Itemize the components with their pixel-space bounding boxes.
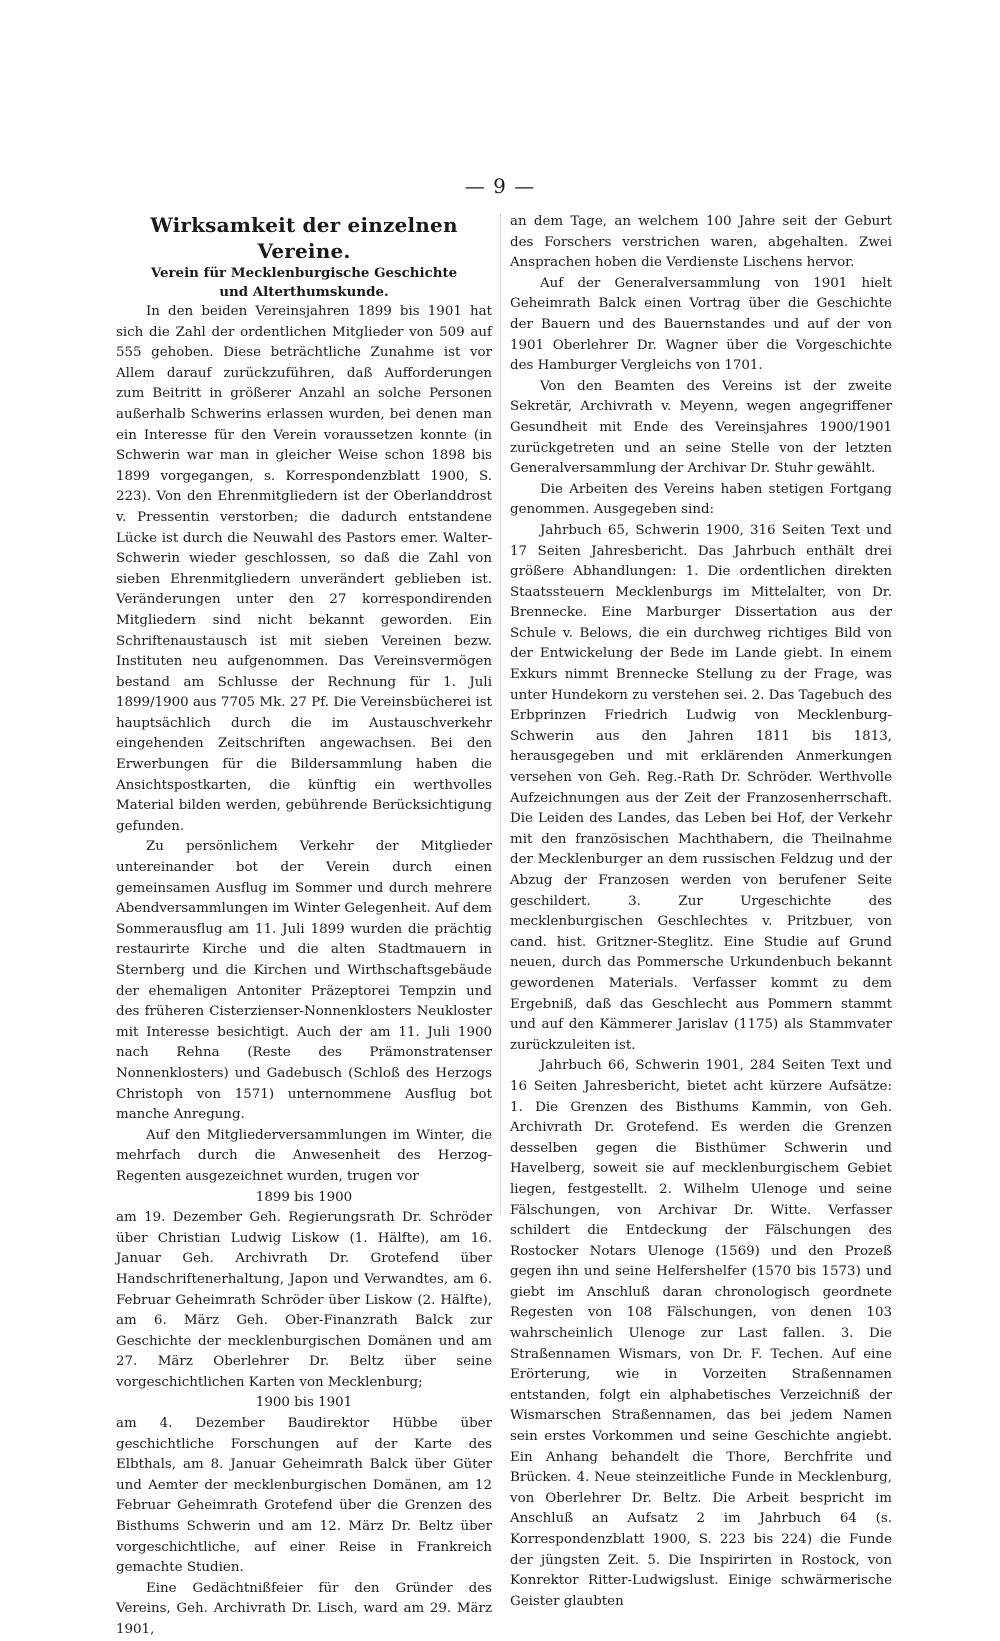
paragraph-memorial-continued: an dem Tage, an welchem 100 Jahre seit der Geburt des Forschers verstrichen waren, abgehalten. Zwei Ansprachen hoben die Verdienste Lischens hervor. (510, 214, 892, 271)
page-number: — 9 — (464, 174, 536, 198)
column-divider (500, 214, 501, 1214)
paragraph-jahrbuch-65: Jahrbuch 65, Schwerin 1900, 316 Seiten Text und 17 Seiten Jahresbericht. Das Jahrbuch enthält drei größere Abhandlungen: 1. Die ordentlichen direkten Staatssteuern Mecklenburgs im Mittelalter, von Dr. Brennecke. Eine Marburger Dissertation aus der Schule v. Belows, die ein durchweg richtiges Bild von der Entwickelung der Bede im Lande giebt. In einem Exkurs nimmt Brennecke Stellung zu der Frage, was unter Hundekorn zu verstehen sei. 2. Das Tagebuch des Erbprinzen Friedrich Ludwig von Mecklenburg-Schwerin aus den Jahren 1811 bis 1813, herausgegeben und mit erklärenden Anmerkungen versehen von Geh. Reg.-Rath Dr. Schröder. Werthvolle Aufzeichnungen aus der Zeit der Franzosenherrschaft. Die Leiden des Landes, das Leben bei Hof, der Verkehr mit den französischen Machthabern, die Theilnahme der Mecklenburger an dem russischen Feldzug und der Abzug der Franzosen werden von berufener Seite geschildert. 3. Zur Urgeschichte des mecklenburgischen Geschlechtes v. Pritzbuer, von cand. hist. Gritzner-Steglitz. Eine Studie auf Grund neuen, durch das Pommersche Urkundenbuch bekannt gewordenen Materials. Verfasser kommt zu dem Ergebniß, daß das Geschlecht aus Pommern stammt und auf den Kämmerer Jarislav (1175) als Stammvater zurückzuleiten ist. (510, 522, 892, 1053)
right-column (510, 212, 892, 1612)
year-heading-1899-1900: 1899 bis 1900 (255, 1189, 353, 1205)
paragraph-memorial: Eine Gedächtnißfeier für den Gründer des Vereins, Geh. Archivrath Dr. Lisch, ward am 29. März 1901, (116, 1580, 492, 1637)
year-heading-1900-1901: 1900 bis 1901 (255, 1395, 353, 1411)
paragraph-officers: Von den Beamten des Vereins ist der zweite Sekretär, Archivrath v. Meyenn, wegen angegriffener Gesundheit mit Ende des Vereinsjahres 1900/1901 zurückgetreten und an seine Stelle von der letzten Generalversammlung der Archivar Dr. Stuhr gewählt. (510, 378, 892, 477)
paragraph-publications-intro: Die Arbeiten des Vereins haben stetigen Fortgang genommen. Ausgegeben sind: (510, 481, 892, 518)
left-column (116, 212, 492, 1641)
paragraph-jahrbuch-66: Jahrbuch 66, Schwerin 1901, 284 Seiten Text und 16 Seiten Jahresbericht, bietet acht kürzere Aufsätze: 1. Die Grenzen des Bisthums Kammin, von Geh. Archivrath Dr. Grotefend. Es werden die Grenzen desselben gegen die Bisthümer Schwerin und Havelberg, soweit sie auf mecklenburgischem Gebiet liegen, festgestellt. 2. Wilhelm Ulenoge und seine Fälschungen, von Archivar Dr. Witte. Verfasser schildert die Entdeckung der Fälschungen des Rostocker Notars Ulenoge (1569) und den Prozeß gegen ihn und seine Helfershelfer (1570 bis 1573) und giebt im Anschluß daran chronologisch geordnete Regesten von 108 Fälschungen, von denen 103 wahrscheinlich Ulenoge zur Last fallen. 3. Die Straßennamen Wismars, von Dr. F. Techen. Auf eine Erörterung, wie in Vorzeiten Straßennamen entstanden, folgt ein alphabetisches Verzeichniß der Wismarschen Straßennamen, das bei jedem Namen sein erstes Vorkommen und seine Geschichte angiebt. Ein Anhang behandelt die Thore, Berchfrite und Brücken. 4. Neue steinzeitliche Funde in Mecklenburg, von Oberlehrer Dr. Beltz. Die Arbeit bespricht im Anschluß an Aufsatz 2 im Jahrbuch 64 (s. Korrespondenzblatt 1900, S. 223 bis 224) die Funde der jüngsten Zeit. 5. Die Inspirirten in Rostock, von Konrektor Ritter-Ludwigslust. Einige schwärmerische Geister glaubten (510, 1058, 892, 1609)
paragraph-excursions: Zu persönlichem Verkehr der Mitglieder untereinander bot der Verein durch einen gemeinsamen Ausflug im Sommer und durch mehrere Abendversammlungen im Winter Gelegenheit. Auf dem Sommerausflug am 11. Juli 1899 wurden die prächtig restaurirte Kirche und die alten Stadtmauern in Sternberg und die Kirchen und Wirthschaftsgebäude der ehemaligen Antoniter Präzeptorei Tempzin und des früheren Cisterzienser-Nonnenklosters Neukloster mit Interesse besichtigt. Auch der am 11. Juli 1900 nach Rehna (Reste des Prämonstratenser Nonnenklosters) und Gadebusch (Schloß des Herzogs Christoph von 1571) unternommene Ausflug bot manche Anregung. (116, 839, 492, 1123)
paragraph-membership: In den beiden Vereinsjahren 1899 bis 1901 hat sich die Zahl der ordentlichen Mitglieder von 509 auf 555 gehoben. Diese beträchtliche Zunahme ist vor Allem darauf zurückzuführen, daß Aufforderungen zum Beitritt in größerer Anzahl an solche Personen außerhalb Schwerins erlassen wurden, bei denen man ein Interesse für den Verein voraussetzen konnte (in Schwerin war man in gleicher Weise schon 1898 bis 1899 vorgegangen, s. Korrespondenzblatt 1900, S. 223). Von den Ehrenmitgliedern ist der Oberlanddrost v. Pressentin verstorben; die dadurch entstandene Lücke ist durch die Neuwahl des Pastors emer. Walter-Schwerin wieder geschlossen, so daß die Zahl von sieben Ehrenmitgliedern unverändert geblieben ist. Veränderungen unter den 27 korrespondirenden Mitgliedern sind nicht bekannt geworden. Ein Schriftenaustausch ist mit sieben Vereinen bezw. Instituten neu aufgenommen. Das Vereinsvermögen bestand am Schlusse der Rechnung für 1. Juli 1899/1900 aus 7705 Mk. 27 Pf. Die Vereinsbücherei ist hauptsächlich durch die im Austauschverkehr eingehenden Zeitschriften angewachsen. Bei den Erwerbungen für die Bildersammlung haben die Ansichtspostkarten, die künftig ein werthvolles Material bilden werden, gebührende Berücksichtigung gefunden. (116, 304, 492, 834)
paragraph-winter-meetings: Auf den Mitgliederversammlungen im Winter, die mehrfach durch die Anwesenheit des Herzog-Regenten ausgezeichnet wurden, trugen vor (116, 1127, 492, 1184)
paragraph-lectures-1899-1900: am 19. Dezember Geh. Regierungsrath Dr. Schröder über Christian Ludwig Liskow (1. Hälfte), am 16. Januar Geh. Archivrath Dr. Grotefend über Handschriftenerhaltung, Japon und Verwandtes, am 6. Februar Geheimrath Schröder über Liskow (2. Hälfte), am 6. März Geh. Ober-Finanzrath Balck zur Geschichte der mecklenburgischen Domänen und am 27. März Oberlehrer Dr. Beltz über seine vorgeschichtlichen Karten von Mecklenburg; (116, 1210, 492, 1390)
paragraph-lectures-1900-1901: am 4. Dezember Baudirektor Hübbe über geschichtliche Forschungen auf der Karte des Elbthals, am 8. Januar Geheimrath Balck über Güter und Aemter der mecklenburgischen Domänen, am 12 Februar Geheimrath Grotefend über die Grenzen des Bisthums Schwerin und am 12. März Dr. Beltz über vorgeschichtliche, auf einer Reise in Frankreich gemachte Studien. (116, 1416, 492, 1576)
section-title: Wirksamkeit der einzelnen Vereine. (150, 213, 458, 263)
paragraph-general-assembly: Auf der Generalversammlung von 1901 hielt Geheimrath Balck einen Vortrag über die Geschichte der Bauern und des Bauernstandes und auf der von 1901 Oberlehrer Dr. Wagner über die Vorgeschichte des Hamburger Vergleichs von 1701. (510, 275, 892, 374)
subsection-title-line-2: und Alterthumskunde. (219, 284, 389, 300)
subsection-title-line-1: Verein für Mecklenburgische Geschichte (150, 265, 458, 281)
